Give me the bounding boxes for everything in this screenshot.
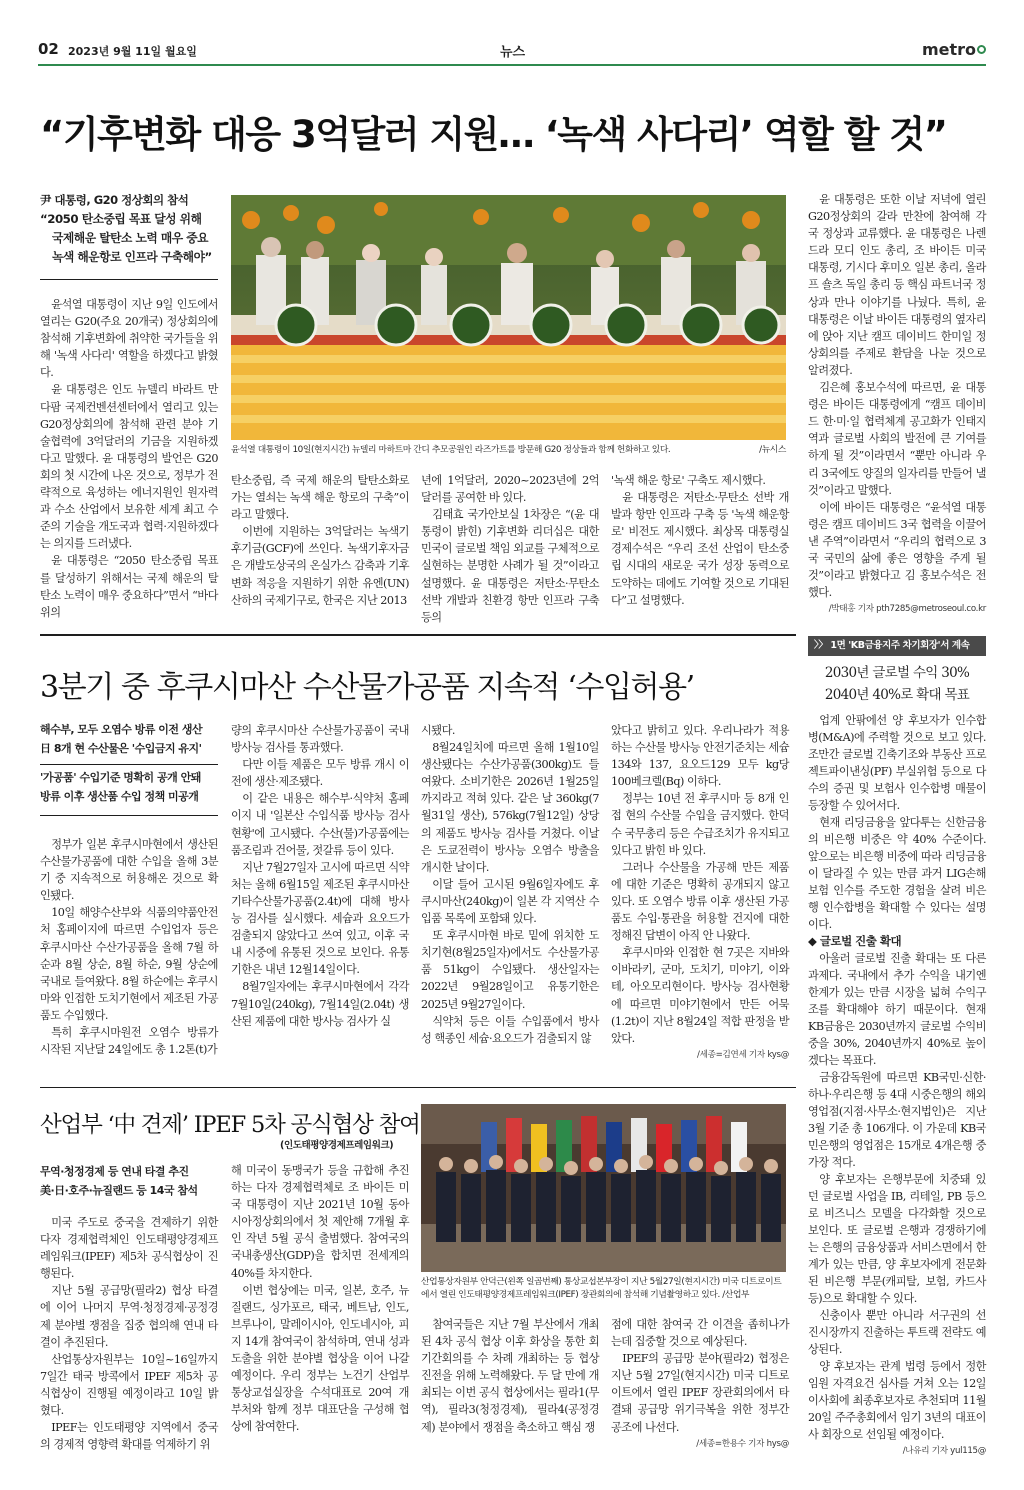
paragraph: 업계 안팎에선 양 후보자가 인수합병(M&A)에 주력할 것으로 보고 있다. 조만간 글로벌 긴축기조와 부동산 프로젝트파이낸싱(PF) 부실위험 등으로 다수의 증권 및 보험사 인수합병 매물이 등장할 수 있어서다.	[808, 714, 986, 812]
paragraph: 이번 협상에는 미국, 일본, 호주, 뉴질랜드, 싱가포르, 태국, 베트남, 인도, 브루나이, 말레이시아, 인도네시아, 피지 14개 참여국이 참석하며, 연내 성과 도출을 위한 분야별 협상을 이어 나갈 예정이다. 우리 정부는 노건기 산업부 통상교섭실장을 수석대표로 20여 개 부처와 함께 정부 대표단을 구성해 협상에 참여한다.	[231, 1283, 409, 1434]
caption-text: 윤석열 대통령이 10일(현지시간) 뉴델리 마하트마 간디 추모공원인 라즈가트를 방문해 G20 정상들과 함께 헌화하고 있다.	[231, 445, 671, 455]
article1-deck	[40, 191, 220, 267]
paragraph: 그러나 수산물을 가공해 만든 제품에 대한 기준은 명확히 공개되지 않고 있다. 또 오염수 방류 이후 생산된 가공품도 수입·통관을 허용할 건지에 대한 정해진 답변이 아직 안 나왔다.	[611, 860, 789, 943]
paragraph: 년에 1억달러, 2020~2023년에 2억달러를 공여한 바 있다.	[421, 474, 599, 505]
article3-headline: 산업부 ‘中 견제’ IPEF 5차 공식협상 참여	[40, 1112, 420, 1138]
paragraph: 산업통상자원부는 10일~16일까지 7일간 태국 방콕에서 IPEF 제5차 공식협상이 진행될 예정이라고 10일 밝혔다.	[40, 1352, 218, 1418]
article3-subheadline: (인도태평양경제프레임워크)	[280, 1140, 394, 1151]
paragraph: 점에 대한 참여국 간 이견을 좁히나가는데 집중할 것으로 예상된다.	[611, 1318, 789, 1349]
deck-line: “2050 탄소중립 목표 달성 위해	[40, 212, 202, 226]
paragraph: 현재 리딩금융을 앞다투는 신한금융의 비은행 비중은 약 40% 수준이다. 앞으로는 비은행 비중에 따라 리딩금융이 달라질 수 있는 만큼 과거 LIG손해보험 인수를 주도한 경험을 살려 비은행 인수합병을 확대할 수 있다는 설명이다.	[808, 816, 986, 931]
paragraph: 윤 대통령은 “2050 탄소중립 목표를 달성하기 위해서는 국제 해운의 탈탄소 노력이 매우 중요하다”면서 “바다 위의	[40, 554, 218, 619]
metro-logo-circle-icon	[977, 45, 986, 54]
paragraph: 후쿠시마와 인접한 현 7곳은 지바와 이바라키, 군마, 도치기, 미야기, 이와테, 아오모리현이다. 방사능 검사현황에 따르면 미야기현에서 만든 어묵(1.2t)이 지난 8월24일 적합 판정을 받았다.	[611, 946, 789, 1045]
paragraph: 금융감독원에 따르면 KB국민·신한·하나·우리은행 등 4대 시중은행의 해외 영업점(지점·사무소·현지법인)은 지난 3월 기준 총 106개다. 이 가운데 KB국민은행의 영업점은 15개로 4개은행 중 가장 적다.	[808, 1071, 986, 1169]
paragraph: 정부가 일본 후쿠시마현에서 생산된 수산물가공품에 대한 수입을 올해 3분기 중 지속적으로 허용해온 것으로 확인됐다.	[40, 838, 218, 903]
photo-credit: /뉴시스	[759, 445, 786, 455]
paragraph: 윤석열 대통령이 지난 9일 인도에서 열리는 G20(주요 20개국) 정상회의에 참석해 기후변화에 취약한 국가들을 위해 '녹색 사다리' 역할을 하겠다고 밝혔다.	[40, 298, 218, 380]
paragraph: 신충이사 뿐만 아니라 서구권의 선진시장까지 진출하는 투트랙 전략도 예상된다.	[808, 1309, 986, 1356]
article2-col1	[40, 836, 218, 1062]
paragraph: 탄소중립, 즉 국제 해운의 탈탄소화로 가는 열쇠는 녹색 해운 항로의 구축”이라고 말했다.	[231, 474, 409, 522]
paragraph: 해 미국이 동맹국가 등을 규합해 추진하는 다자 경제협력체로 조 바이든 미국 대통령이 지난 2021년 10월 동아시아정상회의에서 첫 제안해 7개월 후인 작년 5월 공식 출범했다. 참여국의 국내총생산(GDP)을 합치면 전세계의 40%를 차지한다.	[231, 1164, 409, 1280]
paragraph: 윤 대통령은 저탄소·무탄소 선박 개발과 항만 인프라 구축 등 '녹색 해운항로' 비전도 제시했다. 최상목 대통령실 경제수석은 “우리 조선 산업이 탄소중립 시대의 새로운 국가 성장 동력으로 도약하는 데에도 기여할 것으로 기대된다”고 설명했다.	[611, 491, 789, 607]
paragraph: 았다고 밝히고 있다. 우리나라가 적용하는 수산물 방사능 안전기준치는 세슘134와 137, 요오드129 모두 kg당 100베크렐(Bq) 이하다.	[611, 724, 789, 789]
article2-col3	[421, 722, 599, 1062]
sidebar-headline	[808, 662, 986, 706]
issue-date: 2023년 9월 11일 월요일	[68, 45, 197, 58]
paragraph: 지난 5월 공급망(필라2) 협상 타결에 이어 나머지 무역·청정경제·공정경제 분야별 쟁점을 집중 협의해 연내 타결이 추진된다.	[40, 1284, 218, 1349]
paragraph: 김태효 국가안보실 1차장은 “(윤 대통령이 밝힌) 기후변화 리더십은 대한민국이 글로벌 책임 외교를 구체적으로 실현하는 분명한 사례가 될 것”이라고 설명했다. 윤 대통령은 저탄소·무탄소 선박 개발과 친환경 항만 인프라 구축 등의	[421, 508, 599, 624]
paragraph: 양 후보자는 관계 법령 등에서 정한 임원 자격요건 심사를 거쳐 오는 12일 이사회에 최종후보자로 추천되며 11월 20일 주주총회에서 임기 3년의 대표이사 회장으로 선임될 예정이다.	[808, 1360, 986, 1441]
paragraph: 아울러 글로벌 진출 확대는 또 다른 과제다. 국내에서 추가 수익을 내기엔 한계가 있는 만큼 시장을 넓혀 수익구조를 확대해야 하기 때문이다. 현재 KB금융은 2030년까지 글로벌 수익비중을 30%, 2040년까지 40%로 높이겠다는 목표다.	[808, 952, 986, 1067]
page-header	[38, 40, 986, 64]
paragraph: 다만 이들 제품은 모두 방류 개시 이전에 생산·제조됐다.	[231, 758, 409, 789]
ipef-photo-caption	[421, 1276, 786, 1302]
caption-text: 산업통상자원부 안덕근(왼쪽 일곱번째) 통상교섭본부장이 지난 5월27일(현지시간) 미국 디트로이트에서 열린 인도태평양경제프레임워크(IPEF) 장관회의에 참석해 기념촬영하고 있다.	[421, 1277, 782, 1300]
deck-line: 尹 대통령, G20 정상회의 참석	[40, 193, 189, 207]
paragraph: 식약처 등은 이들 수입품에서 방사성 핵종인 세슘·요오드가 검출되지 않	[421, 1014, 599, 1045]
headline-line: 2040년 40%로 확대 목표	[824, 687, 970, 703]
g20-photo	[231, 195, 786, 440]
article1-byline: /박태홍 기자 pth7285@metroseoul.co.kr	[828, 604, 986, 615]
article3-byline: /세종=한용수 기자 hys@	[696, 1438, 789, 1449]
deck-divider	[40, 815, 218, 816]
article2-col2	[231, 722, 409, 1062]
paragraph: 이번에 지원하는 3억달러는 녹색기후기금(GCF)에 쓰인다. 녹색기후자금은 개발도상국의 온실가스 감축과 기후변화 적응을 지원하기 위한 유엔(UN) 산하의 국제기구로, 한국은 지난 2013	[231, 525, 409, 607]
deck-line: 무역·청정경제 등 연내 타결 추진	[40, 1165, 189, 1178]
deck-line: 해수부, 모두 오염수 방류 이전 생산	[40, 723, 203, 736]
paragraph: 양 후보자는 은행부문에 치중돼 있던 글로벌 사업을 IB, 리테일, PB 등으로 비즈니스 모델을 다각화할 것으로 보인다. 또 글로벌 은행과 경쟁하기에는 은행의 금융상품과 서비스면에서 한계가 있는 만큼, 양 후보자에게 전문화된 비은행 부문(캐피탈, 보험, 카드사 등)으로 확대할 수 있다.	[808, 1173, 986, 1305]
logo-text: metro	[921, 40, 976, 59]
deck-line: 美·日·호주·뉴질랜드 등 14국 참석	[40, 1184, 198, 1197]
g20-photo-image	[231, 195, 786, 440]
article2-col4	[611, 722, 789, 1062]
article1-col3	[421, 472, 599, 624]
deck-line: 日 8개 현 수산물은 '수입금지 유지'	[40, 742, 202, 755]
paragraph: 정부는 10년 전 후쿠시마 등 8개 인접 현의 수산물 수입을 금지했다. 한덕수 국무총리 등은 수급조치가 유지되고 있다고 밝힌 바 있다.	[611, 792, 789, 857]
paragraph: '녹색 해운 항로' 구축도 제시했다.	[611, 474, 766, 487]
newspaper-logo	[922, 40, 986, 59]
paragraph: 특히 후쿠시마원전 오염수 방류가 시작된 지난달 24일에도 총 1.2톤(t)가	[40, 1026, 218, 1057]
paragraph: 8월24일치에 따르면 올해 1월10일 생산됐다는 수산가공품(300kg)도 들여왔다. 소비기한은 2026년 1월25일까지라고 적혀 있다. 같은 날 360kg(7월31일 생산), 576kg(7월12일) 상당의 제품도 방사능 검사를 거쳤다. 이날은 도쿄전력이 방사능 오염수 방출을 개시한 날이다.	[421, 741, 599, 874]
article1-headline: “기후변화 대응 3억달러 지원… ‘녹색 사다리’ 역할 할 것”	[40, 113, 947, 156]
article2-headline: 3분기 중 후쿠시마산 수산물가공품 지속적 ‘수입허용’	[40, 670, 694, 705]
ipef-photo	[421, 1104, 786, 1272]
sidebar-subhead: ◆ 글로벌 진출 확대	[808, 934, 902, 948]
paragraph: 또 후쿠시마현 바로 밑에 위치한 도치기현(8월25일자)에서도 수산물가공품 51kg이 수입됐다. 생산일자는 2022년 9월28일이고 유통기한은 2025년 9월27일이다.	[421, 929, 599, 1011]
section-divider	[40, 1087, 796, 1088]
article3-col3	[421, 1316, 599, 1450]
paragraph: 이에 바이든 대통령은 “윤석열 대통령은 캠프 데이비드 3국 협력을 이끌어낸 주역”이라면서 “우리의 협력으로 3국 국민의 삶에 좋은 영향을 주게 될 것”이라고 밝혔다고 김 홍보수석은 전했다.	[808, 500, 986, 600]
section-divider	[40, 634, 796, 636]
section-label: 뉴스	[500, 45, 526, 60]
paragraph: 이 같은 내용은 해수부·식약처 홈페이지 내 '일본산 수입식품 방사능 검사현황'에 고시됐다. 수산(물)가공품에는 품조림과 건어물, 젓갈류 등이 있다.	[231, 792, 409, 857]
deck-divider	[40, 279, 218, 280]
header-rule	[38, 64, 986, 66]
article3-col1	[40, 1214, 218, 1450]
deck-line: '가공품' 수입기준 명확히 공개 안돼	[40, 771, 201, 784]
article2-deck	[40, 720, 218, 806]
deck-line: 방류 이후 생산품 수입 정책 미공개	[40, 790, 199, 803]
sidebar-body	[808, 712, 986, 1456]
paragraph: 김은혜 홍보수석에 따르면, 윤 대통령은 바이든 대통령에게 “캠프 데이비드 한·미·일 협력체계 공고화가 인태지역과 글로벌 사회의 발전에 큰 기여를 하게 될 것”이라면서 “뿐만 아니라 우리 3국에도 양질의 일자리를 만들어 낼 것”이라고 말했다.	[808, 381, 986, 497]
paragraph: 윤 대통령은 인도 뉴델리 바라트 만다팜 국제컨벤션센터에서 열리고 있는 G20정상회의에 참석해 관련 분야 기술협력에 3억달러의 기금을 지원하겠다고 말했다. 윤 대통령의 발언은 G20 회의 첫 시간에 나온 것으로, 정부가 전략적으로 육성하는 에너지원인 원자력과 수소 산업에서 보유한 세계 최고 수준의 기술을 개도국과 협력·지원하겠다는 의지를 드러냈다.	[40, 383, 218, 551]
paragraph: IPEF는 인도태평양 지역에서 중국의 경제적 영향력 확대를 억제하기 위	[40, 1421, 218, 1452]
paragraph: IPEF의 공급망 분야(필라2) 협정은 지난 5월 27일(현지시간) 미국 디트로이트에서 열린 IPEF 장관회의에서 타결돼 공급망 위기극복을 위한 정부간 공조에 나선다.	[611, 1352, 789, 1434]
article2-byline: /세종=김연세 기자 kys@	[697, 1049, 789, 1060]
article1-col2	[231, 472, 409, 610]
article1-col1	[40, 296, 218, 619]
paragraph: 시됐다.	[421, 724, 455, 737]
paragraph: 8월7일자에는 후쿠시마현에서 각각 7월10일(240kg), 7월14일(2.04t) 생산된 제품에 대한 방사능 검사가 실	[231, 980, 409, 1028]
paragraph: 이달 들어 고시된 9월6일자에도 후쿠시마산(240kg)이 일본 각 지역산 수입품 목록에 포함돼 있다.	[421, 877, 599, 926]
article3-col2	[231, 1162, 409, 1450]
deck-divider	[40, 764, 218, 765]
paragraph: 미국 주도로 중국을 견제하기 위한 다자 경제협력체인 인도태평양경제프레임워크(IPEF) 제5차 공식협상이 진행된다.	[40, 1216, 218, 1281]
sidebar-byline: /나유리 기자 yul115@	[902, 1446, 986, 1456]
deck-line: 국제해운 탈탄소 노력 매우 중요	[52, 231, 209, 245]
article1-col5	[808, 191, 986, 615]
headline-line: 2030년 글로벌 수익 30%	[824, 665, 970, 681]
deck-line: 녹색 해운항로 인프라 구축해야”	[52, 250, 212, 264]
photo-credit: /산업부	[722, 1290, 750, 1300]
page-number: 02	[38, 40, 59, 58]
paragraph: 참여국들은 지난 7월 부산에서 개최된 4차 공식 협상 이후 화상을 통한 회기간회의를 수 차례 개최하는 등 협상 진전을 위해 노력해왔다. 두 달 만에 개최되는 이번 공식 협상에서는 필라1(무역), 필라3(청정경제), 필라4(공정경제) 분야에서 쟁점을 축소하고 핵심 쟁	[421, 1318, 599, 1434]
article1-col4	[611, 472, 789, 610]
paragraph: 지난 7월27일자 고시에 따르면 식약처는 올해 6월15일 제조된 후쿠시마산 기타수산물가공품(2.4t)에 대해 방사능 검사를 실시했다. 세슘과 요오드가 검출되지 않았다고 쓰여 있고, 이후 국내 시중에 유통된 것으로 보인다. 유통기한은 내년 12월14일이다.	[231, 860, 409, 977]
ipef-photo-image	[421, 1104, 786, 1272]
article3-col4	[611, 1316, 789, 1450]
paragraph: 10일 해양수산부와 식품의약품안전처 홈페이지에 따르면 수입업자 등은 후쿠시마산 수산가공품을 올해 7월 하순과 8월 상순, 8월 하순, 9월 상순에 국내로 들여왔다. 8월 하순에는 후쿠시마와 인접한 도치기현에서 제조된 가공품도 수입했다.	[40, 906, 218, 1022]
sidebar-tag: 〉〉 1면 'KB금융지주 차기회장'서 계속	[808, 636, 986, 656]
paragraph: 량의 후쿠시마산 수산물가공품이 국내 방사능 검사를 통과했다.	[231, 724, 409, 755]
paragraph: 윤 대통령은 또한 이날 저녁에 열린 G20정상회의 갈라 만찬에 참여해 각국 정상과 교류했다. 윤 대통령은 나렌드라 모디 인도 총리, 조 바이든 미국 대통령, 기시다 후미오 일본 총리, 올라프 숄츠 독일 총리 등 핵심 파트너국 정상과 만나 이야기를 나눴다. 특히, 윤 대통령은 이날 바이든 대통령의 옆자리에 앉아 지난 캠프 데이비드 한미일 정상회의를 주제로 환담을 나눈 것으로 알려졌다.	[808, 193, 986, 377]
g20-photo-caption	[231, 444, 786, 458]
